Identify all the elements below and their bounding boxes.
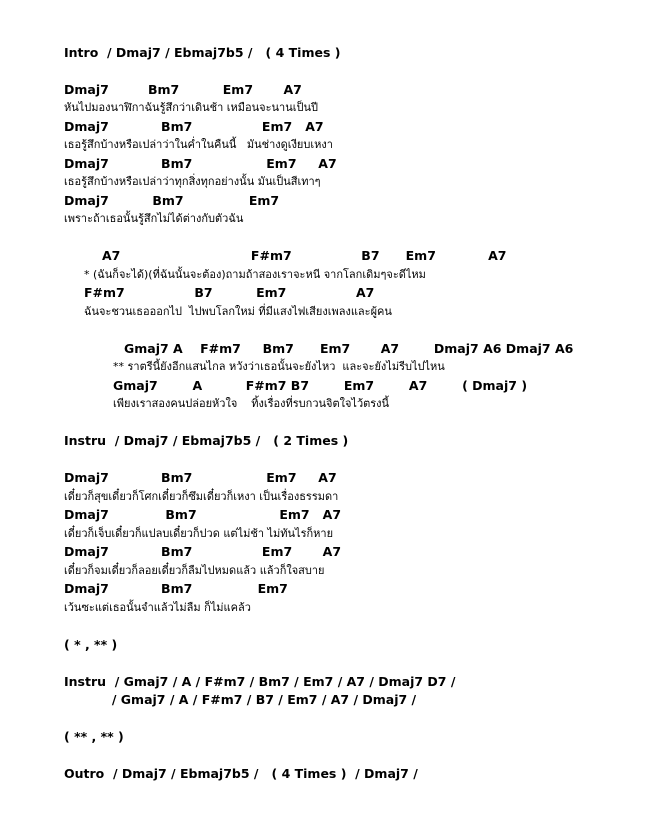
repeat-marker-1: ( * , ** ): [64, 637, 118, 652]
hook-chords-2: Gmaj7 A F#m7 B7 Em7 A7 ( Dmaj7 ): [113, 378, 528, 393]
verse2-chords-4: Dmaj7 Bm7 Em7: [64, 581, 288, 596]
verse2-chords-1: Dmaj7 Bm7 Em7 A7: [64, 470, 337, 485]
verse1-lyric-2: เธอรู้สึกบ้างหรือเปล่าว่าในค่ำในคืนนี้ มันช่างดูเงียบเหงา: [64, 138, 333, 151]
chorus-lyric-1: * (ฉันก็จะได้)(ที่ฉันนั้นจะต้อง)ถามถ้าสองเราจะหนี จากโลกเดิมๆจะดีไหม: [84, 268, 426, 281]
instru-line-2a: Instru / Gmaj7 / A / F#m7 / Bm7 / Em7 / A7 / Dmaj7 D7 /: [64, 674, 456, 689]
verse2-lyric-3: เดี๋ยวก็จมเดี๋ยวก็ลอยเดี๋ยวก็ลืมไปหมดแล้ว แล้วก็ใจสบาย: [64, 564, 325, 577]
chorus-lyric-2: ฉันจะชวนเธอออกไป ไปพบโลกใหม่ ที่มีแสงไฟเสียงเพลงและผู้คน: [84, 305, 392, 318]
hook-lyric-2: เพียงเราสองคนปล่อยหัวใจ ทิ้งเรื่องที่รบกวนจิตใจไว้ตรงนี้: [113, 397, 390, 410]
chorus-chords-1: A7 F#m7 B7 Em7 A7: [102, 248, 507, 263]
outro-line: Outro / Dmaj7 / Ebmaj7b5 / ( 4 Times ) / Dmaj7 /: [64, 766, 418, 781]
verse1-lyric-1: หันไปมองนาฬิกาฉันรู้สึกว่าเดินช้า เหมือนจะนานเป็นปี: [64, 101, 318, 114]
repeat-marker-2: ( ** , ** ): [64, 729, 124, 744]
verse2-chords-2: Dmaj7 Bm7 Em7 A7: [64, 507, 342, 522]
hook-lyric-1: ** ราตรีนี้ยังอีกแสนไกล หวังว่าเธอนั้นจะยังไหว และจะยังไม่รีบไปไหน: [113, 360, 445, 373]
verse1-chords-4: Dmaj7 Bm7 Em7: [64, 193, 280, 208]
verse1-chords-2: Dmaj7 Bm7 Em7 A7: [64, 119, 324, 134]
verse2-lyric-2: เดี๋ยวก็เจ็บเดี๋ยวก็แปลบเดี๋ยวก็ปวด แต่ไม่ช้า ไม่ทันไรก็หาย: [64, 527, 334, 540]
instru-line-1: Instru / Dmaj7 / Ebmaj7b5 / ( 2 Times ): [64, 433, 349, 448]
verse2-lyric-1: เดี๋ยวก็สุขเดี๋ยวก็โศกเดี๋ยวก็ซึมเดี๋ยวก็เหงา เป็นเรื่องธรรมดา: [64, 490, 339, 503]
verse2-chords-3: Dmaj7 Bm7 Em7 A7: [64, 544, 342, 559]
intro-line: Intro / Dmaj7 / Ebmaj7b5 / ( 4 Times ): [64, 45, 341, 60]
chorus-chords-2: F#m7 B7 Em7 A7: [84, 285, 375, 300]
verse1-lyric-3: เธอรู้สึกบ้างหรือเปล่าว่าทุกสิ่งทุกอย่างนั้น มันเป็นสีเทาๆ: [64, 175, 321, 188]
verse1-chords-1: Dmaj7 Bm7 Em7 A7: [64, 82, 302, 97]
verse2-lyric-4: เว้นซะแต่เธอนั้นจำแล้วไม่ลืม ก็ไม่แคล้ว: [64, 601, 251, 614]
verse1-chords-3: Dmaj7 Bm7 Em7 A7: [64, 156, 337, 171]
instru-line-2b: / Gmaj7 / A / F#m7 / B7 / Em7 / A7 / Dmaj7 /: [64, 692, 417, 707]
hook-chords-1: Gmaj7 A F#m7 Bm7 Em7 A7 Dmaj7 A6 Dmaj7 A6: [124, 341, 574, 356]
verse1-lyric-4: เพราะถ้าเธอนั้นรู้สึกไม่ได้ต่างกับตัวฉัน: [64, 212, 244, 225]
